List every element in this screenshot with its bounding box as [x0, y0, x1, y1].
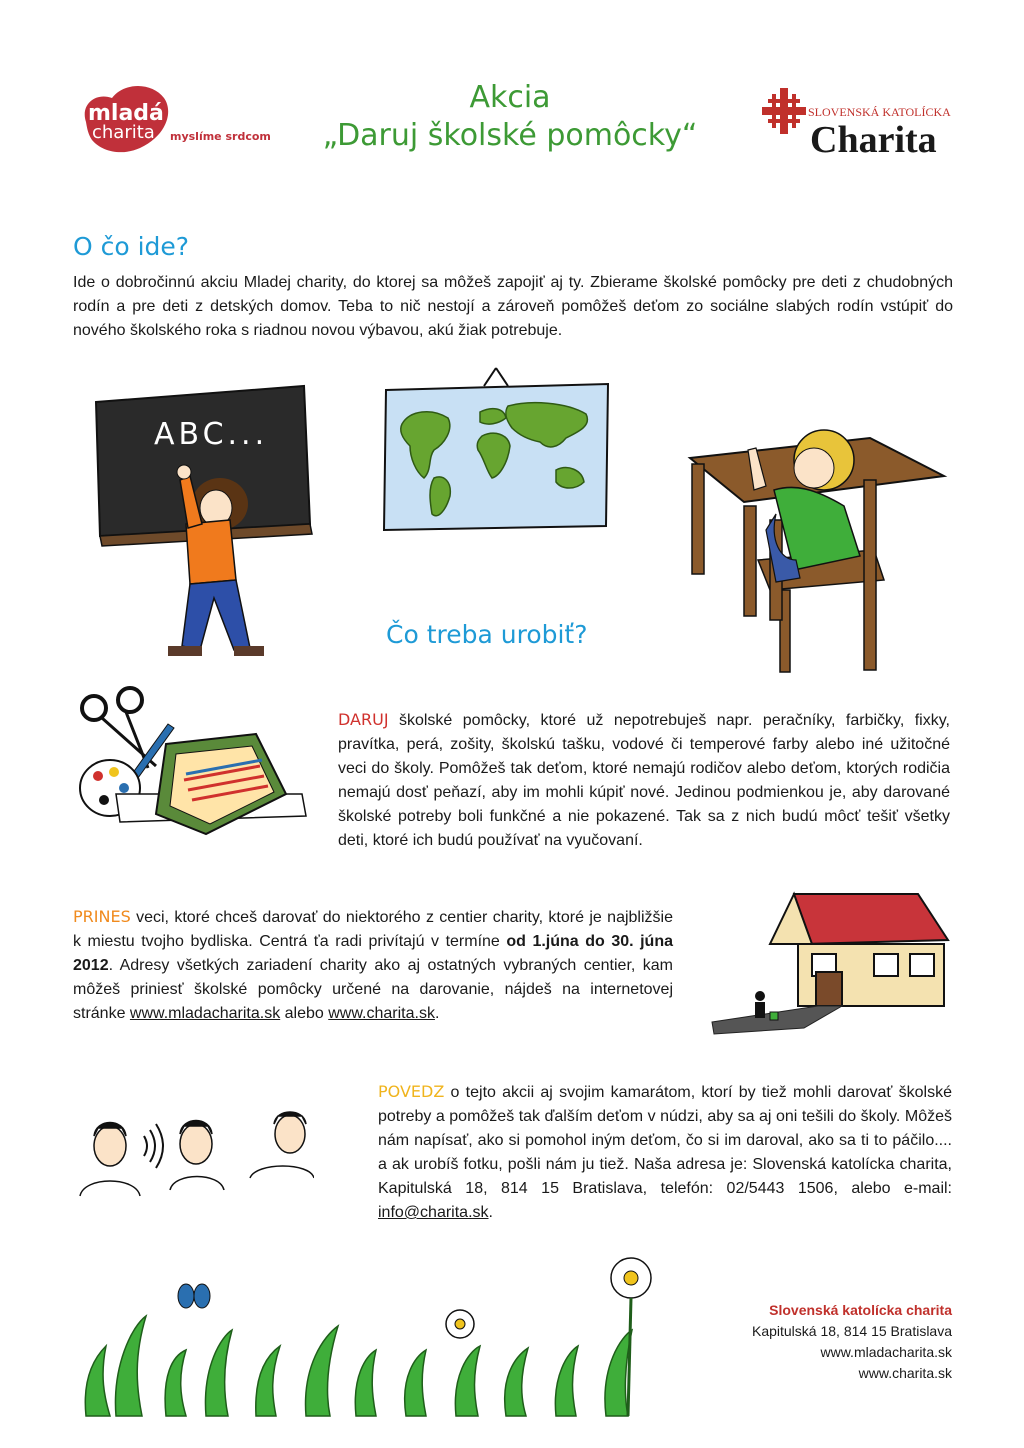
daruj-keyword: DARUJ [338, 710, 389, 729]
prines-keyword: PRINES [73, 907, 131, 926]
logo-right-top-text: SLOVENSKÁ KATOLÍCKA [808, 105, 951, 119]
page-title-line2: „Daruj školské pomôcky“ [322, 118, 698, 153]
daruj-paragraph [338, 708, 950, 853]
prines-text-d: . [434, 1005, 440, 1022]
butterfly-icon [178, 1284, 210, 1308]
link-charita[interactable]: www.charita.sk [328, 1005, 435, 1022]
povedz-paragraph [378, 1080, 952, 1225]
footer-web-charita[interactable]: www.charita.sk [858, 1365, 952, 1381]
prines-text-a: veci, ktoré chceš darovať do niektorého z centier charity, ktoré je najbližšie k miestu tvojho bydliska. Centrá ťa radi privítajú v termíne [73, 909, 673, 950]
prines-text-b: . Adresy všetkých zariadení charity ako aj ostatných vybraných centier, kam môžeš priniesť školské pomôcky určené na darovanie, nájdeš na internetovej stránke [73, 957, 673, 1022]
logo-right-main-text: Charita [810, 119, 937, 158]
prines-date: od 1.júna do 30. júna 2012 [73, 933, 674, 974]
povedz-text-b: . [488, 1204, 493, 1221]
sound-waves-icon [144, 1124, 163, 1168]
section-intro-text: Ide o dobročinnú akciu Mladej charity, do ktorej sa môžeš zapojiť aj ty. Zbierame školské pomôcky pre deti z chudobných rodín a pre deti z detských domov. Teba to nič nestojí a zároveň pomôžeš deťom zo sociálne slabých rodín vstúpiť do nového školského roka s riadnou novou výbavou, akú žiak potrebuje. [73, 274, 953, 339]
daruj-text: školské pomôcky, ktoré už nepotrebuješ napr. peračníky, farbičky, fixky, pravítka, perá, zošity, školskú tašku, vodové či temperové farby alebo iné užitočné veci do školy. Pomôžeš tak deťom, ktoré nemajú rodičov alebo deťom, ktorých rodičia nemajú dosť peňazí, aby im mohli kúpiť nové. Jedinou podmienkou je, aby darované školské potreby boli funkčné a nie pokazené. Tak sa z nich budú môcť tešiť všetky deti, ktoré ich budú používať na vyučovaní. [338, 712, 950, 849]
footer-web-mladacharita[interactable]: www.mladacharita.sk [820, 1344, 952, 1360]
section-heading-co-treba-urobit: Čo treba urobiť? [386, 620, 588, 649]
slovenska-katolicka-charita-logo [760, 86, 960, 158]
logo-tagline: myslíme srdcom [170, 130, 271, 143]
desk-child-illustration [684, 410, 954, 680]
prines-paragraph [73, 905, 673, 1026]
friends-talking-illustration [74, 1106, 314, 1206]
blackboard-child-illustration [90, 384, 330, 674]
charita-cross-icon [762, 88, 806, 134]
logo-text-charita: charita [92, 122, 155, 143]
mlada-charita-logo [78, 78, 278, 158]
link-mladacharita[interactable]: www.mladacharita.sk [129, 1005, 281, 1022]
povedz-text-a: o tejto akcii aj svojim kamarátom, ktorí by tiež mohli darovať školské potreby a pomôžeš tak ďalším deťom v núdzi, aby sa aj oni tešili do školy. Môžeš nám napísať, ako si pomohol iným deťom, čo si im daroval, ako sa ti to páčilo.... a ak urobíš fotku, pošli nám ju tiež. Naša adresa je: Slovenská katolícka charita, Kapitulská 18, 814 15 Bratislava, telefón: 02/5443 1506, alebo e-mail: [378, 1084, 952, 1197]
footer-contact [692, 1300, 952, 1384]
footer-org-name: Slovenská katolícka charita [769, 1302, 952, 1318]
school-supplies-illustration [76, 684, 316, 850]
blackboard-text: ABC... [154, 417, 269, 452]
grass-flowers-decoration [76, 1256, 676, 1426]
email-link[interactable]: info@charita.sk [378, 1204, 489, 1221]
footer-address: Kapitulská 18, 814 15 Bratislava [751, 1323, 952, 1339]
section-heading-o-co-ide: O čo ide? [73, 232, 190, 261]
prines-text-c: alebo [280, 1005, 329, 1022]
logo-text-mlada: mladá [88, 101, 164, 126]
world-map-illustration [380, 366, 612, 538]
page-title-line1: Akcia [469, 80, 551, 115]
flower-icon-small [446, 1310, 474, 1338]
povedz-keyword: POVEDZ [378, 1082, 445, 1101]
house-illustration [708, 888, 958, 1038]
